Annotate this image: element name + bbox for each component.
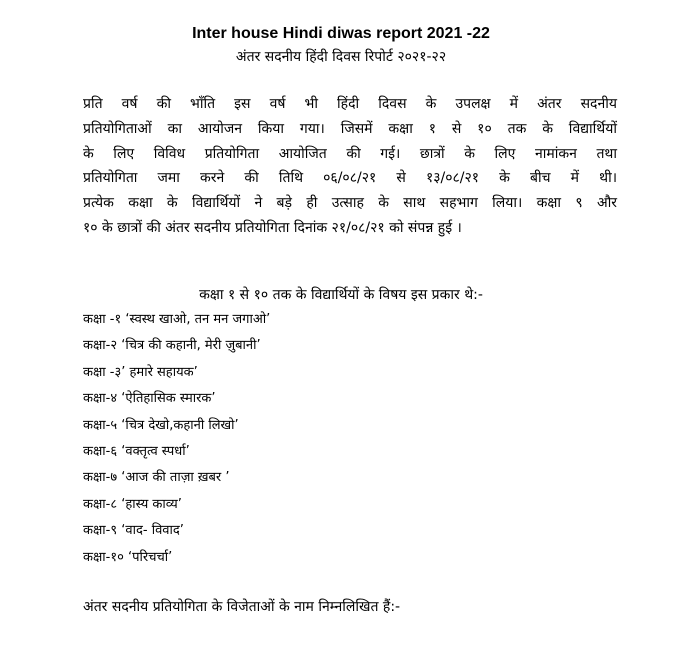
winners-heading: अंतर सदनीय प्रतियोगिता के विजेताओं के नाम निम्नलिखित हैं:- <box>83 599 401 615</box>
class-topic-item: कक्षा-५ ‘चित्र देखो,कहानी लिखो’ <box>83 417 239 433</box>
class-topic-list <box>83 310 603 574</box>
class-topic-item: कक्षा-२ ‘चित्र की कहानी, मेरी ज़ुबानी’ <box>83 338 261 354</box>
subjects-heading: कक्षा १ से १० तक के विद्यार्थियों के विषय इस प्रकार थे:- <box>199 287 483 303</box>
class-topic-item: कक्षा-४ ‘ऐतिहासिक स्मारक’ <box>83 391 216 407</box>
class-topic-item: कक्षा-१० ‘परिचर्चा’ <box>83 549 173 565</box>
report-title-english: Inter house Hindi diwas report 2021 -22 <box>192 25 490 42</box>
class-topic-item: कक्षा -३’ हमारे सहायक’ <box>83 364 198 380</box>
paragraph-line: १० के छात्रों की अंतर सदनीय प्रतियोगिता दिनांक २१/०८/२१ को संपन्न हुई । <box>83 219 462 236</box>
class-topic-item: कक्षा-७ ‘आज की ताज़ा ख़बर ’ <box>83 470 230 486</box>
intro-paragraph <box>83 92 617 241</box>
paragraph-line: प्रत्येक कक्षा के विद्यार्थियों ने बड़े ही उत्साह के साथ सहभाग लिया। कक्षा ९ और <box>83 195 617 212</box>
paragraph-line: के लिए विविध प्रतियोगिता आयोजित की गई। छात्रों के लिए नामांकन तथा <box>83 145 617 162</box>
report-title-hindi: अंतर सदनीय हिंदी दिवस रिपोर्ट २०२१-२२ <box>235 49 447 65</box>
paragraph-line: प्रतियोगिताओं का आयोजन किया गया। जिसमें कक्षा १ से १० तक के विद्यार्थियों <box>83 120 617 137</box>
class-topic-item: कक्षा-८ ‘हास्य काव्य’ <box>83 496 182 512</box>
class-topic-item: कक्षा-९ ‘वाद- विवाद’ <box>83 523 184 539</box>
paragraph-line: प्रति वर्ष की भाँति इस वर्ष भी हिंदी दिवस के उपलक्ष में अंतर सदनीय <box>83 96 617 112</box>
class-topic-item: कक्षा -१ ‘स्वस्थ खाओ, तन मन जगाओ’ <box>83 312 271 327</box>
paragraph-line: प्रतियोगिता जमा करने की तिथि ०६/०८/२१ से १३/०८/२१ के बीच में थी। <box>83 170 617 187</box>
class-topic-item: कक्षा-६ ‘वक्तृत्व स्पर्धा’ <box>83 443 190 459</box>
